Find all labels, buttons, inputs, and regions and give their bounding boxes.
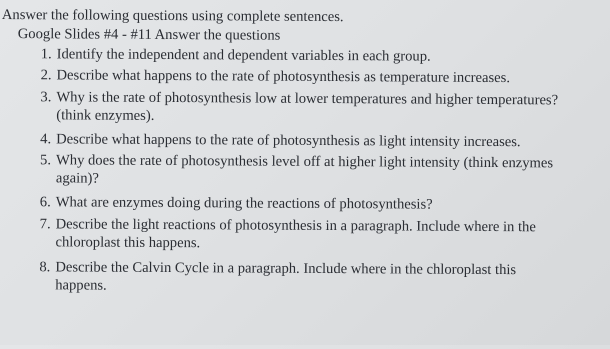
- question-number: 2.: [40, 67, 52, 84]
- question-item: [33, 130, 603, 151]
- slides-subheading: Google Slides #4 - #11 Answer the questions: [17, 26, 281, 44]
- question-number: 4.: [40, 131, 52, 148]
- question-text: Describe what happens to the rate of photosynthesis as light intensity increases.: [56, 131, 521, 151]
- question-text: Describe what happens to the rate of photosynthesis as temperature increases.: [56, 67, 511, 87]
- question-item: [33, 215, 603, 252]
- question-text: Why does the rate of photosynthesis level off at higher light intensity (think enzymes again)?: [55, 152, 554, 187]
- question-number: 7.: [39, 216, 51, 233]
- question-number: 5.: [40, 152, 52, 169]
- question-item: [34, 66, 604, 87]
- question-number: 3.: [40, 89, 52, 106]
- question-number: 8.: [39, 259, 51, 276]
- question-text: Describe the Calvin Cycle in a paragraph. Include where in the chloroplast this happens.: [55, 259, 517, 294]
- instructions-text: Answer the following questions using complete sentences.: [1, 7, 344, 26]
- question-text: Identify the independent and dependent variables in each group.: [56, 46, 431, 65]
- question-item: [33, 151, 603, 187]
- question-text: Why is the rate of photosynthesis low at lower temperatures and higher temperatures? (think enzymes).: [56, 89, 559, 124]
- question-item: [33, 193, 603, 213]
- question-item: [33, 88, 603, 124]
- question-number: 1.: [40, 46, 52, 63]
- question-text: Describe the light reactions of photosynthesis in a paragraph. Include where in the chloroplast this happens.: [55, 216, 536, 252]
- question-item: [32, 258, 602, 294]
- question-item: [34, 45, 604, 65]
- question-number: 6.: [39, 194, 51, 211]
- question-text: What are enzymes doing during the reactions of photosynthesis?: [55, 194, 433, 213]
